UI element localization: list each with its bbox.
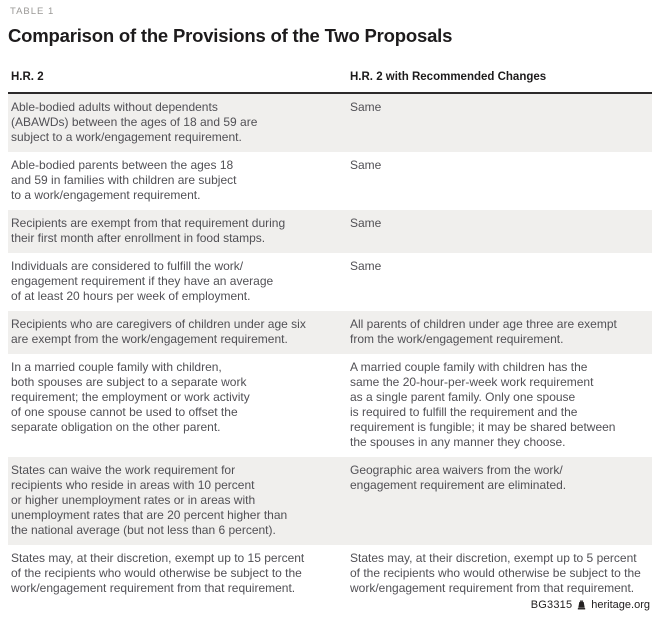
- cell-recommended: Same: [350, 259, 382, 273]
- cell-recommended: A married couple family with children has the same the 20-hour-per-week work requirement as a single parent family. Only one spouse is required to fulfill the requirement and the requirement is fungible; it may be shared between the spouses in any manner they choose.: [350, 360, 616, 449]
- footer: [531, 599, 650, 611]
- table-row: [8, 457, 652, 545]
- cell-hr2: Recipients who are caregivers of children under age six are exempt from the work/engagement requirement.: [11, 317, 306, 346]
- cell-hr2: Able-bodied adults without dependents (ABAWDs) between the ages of 18 and 59 are subject to a work/engagement requirement.: [11, 100, 258, 144]
- column-header-recommended: H.R. 2 with Recommended Changes: [350, 71, 547, 83]
- cell-hr2: States can waive the work requirement for recipients who reside in areas with 10 percent or higher unemployment rates or in areas with unemployment rates that are 20 percent higher than the national average (but not less than 6 percent).: [11, 463, 288, 537]
- liberty-bell-icon: [576, 600, 587, 611]
- report-code: BG3315: [530, 599, 573, 611]
- table-label: TABLE 1: [10, 6, 55, 17]
- cell-recommended: Same: [350, 216, 382, 230]
- table-row: [8, 311, 652, 354]
- cell-hr2: Individuals are considered to fulfill the work/ engagement requirement if they have an average of at least 20 hours per week of employment.: [11, 259, 274, 303]
- cell-recommended: Same: [350, 158, 382, 172]
- table-row: [8, 354, 652, 457]
- table-row: [8, 210, 652, 253]
- table-row: [8, 545, 652, 603]
- cell-recommended: Same: [350, 100, 382, 114]
- cell-recommended: States may, at their discretion, exempt up to 5 percent of the recipients who would otherwise be subject to the work/engagement requirement from that requirement.: [350, 551, 641, 595]
- table-header-row: [8, 71, 652, 94]
- cell-recommended: All parents of children under age three are exempt from the work/engagement requirement.: [350, 317, 617, 346]
- column-header-hr2: H.R. 2: [11, 71, 44, 83]
- table-title: Comparison of the Provisions of the Two Proposals: [8, 25, 453, 46]
- cell-hr2: Able-bodied parents between the ages 18 and 59 in families with children are subject to a work/engagement requirement.: [11, 158, 237, 202]
- table-row: [8, 94, 652, 152]
- cell-hr2: Recipients are exempt from that requirement during their first month after enrollment in food stamps.: [11, 216, 286, 245]
- cell-hr2: States may, at their discretion, exempt up to 15 percent of the recipients who would otherwise be subject to the work/engagement requirement from that requirement.: [11, 551, 305, 595]
- table-row: [8, 152, 652, 210]
- table-row: [8, 253, 652, 311]
- comparison-table: [8, 71, 652, 603]
- publisher-site: heritage.org: [591, 599, 650, 611]
- cell-recommended: Geographic area waivers from the work/ engagement requirement are eliminated.: [350, 463, 567, 492]
- cell-hr2: In a married couple family with children, both spouses are subject to a separate work requirement; the employment or work activity of one spouse cannot be used to offset the separate obligation on the other parent.: [11, 360, 250, 434]
